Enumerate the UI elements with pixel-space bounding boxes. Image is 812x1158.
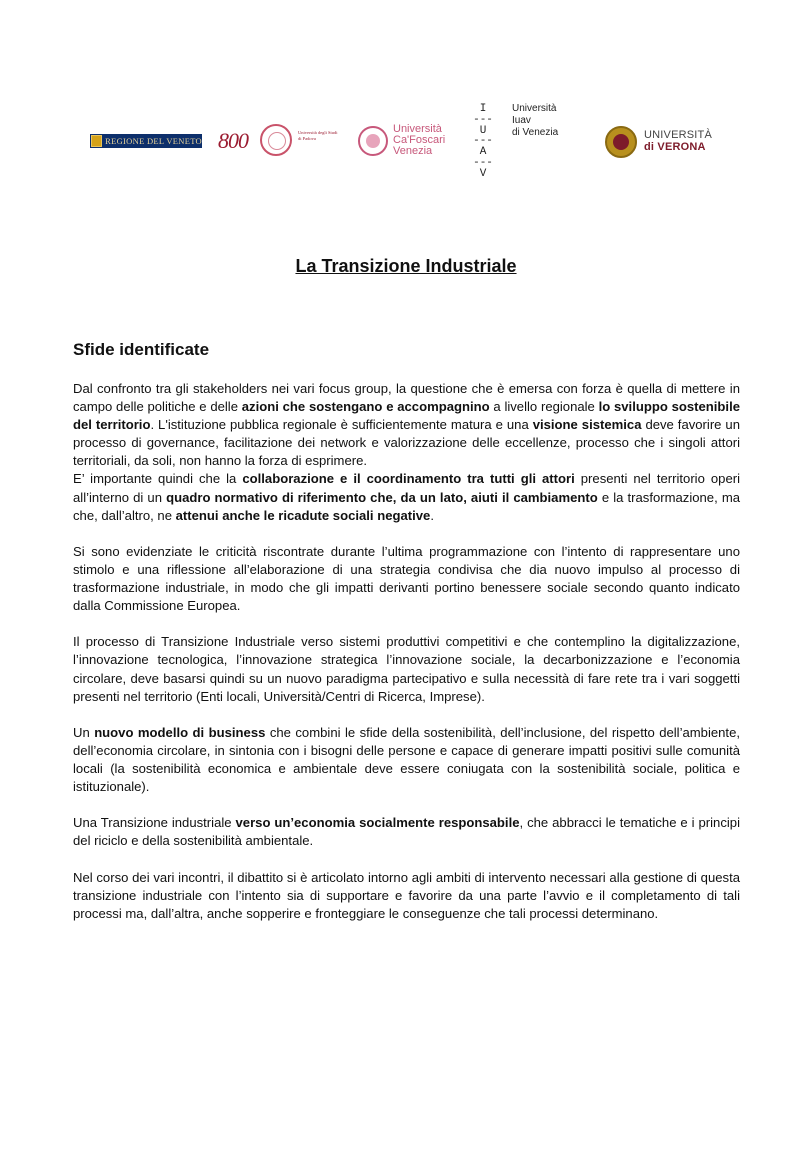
iuav-letter: U [479,124,487,137]
cafoscari-line: Venezia [393,145,433,157]
univr-name-line [644,141,712,153]
unipd-logo [218,124,338,158]
bold-text: azioni che sostengano e accompagnino [241,399,490,415]
iuav-name-line: Università Iuav [512,103,557,126]
text-run: Il processo di Transizione Industriale verso sistemi produttivi competitivi e che contemplino la digitalizzazione, l’innovazione tecnologica, l’innovazione strategica l’innovazione sociale, la decarbonizzazione e l’economia circolare, deve basarsi quindi su un nuovo paradigma partecipativo e sulla necessità di fare rete tra i vari soggetti presenti nel territorio (Enti locali, Università/Centri di Ricerca, Imprese). [73,634,740,704]
regione-veneto-logo [90,134,202,148]
iuav-letter: --- [473,135,493,148]
iuav-letter: I [479,103,487,115]
text-run: e la trasformazione, ma che, dall’altro, ne [73,489,741,523]
bold-text: nuovo modello di business [94,724,266,740]
text-run: presenti nel territorio operi all’interno di un [73,471,741,505]
cafoscari-logo [358,124,458,160]
paragraph [73,633,740,705]
iuav-name-line: di Venezia [512,127,559,138]
bold-text: visione sistemica [532,417,642,433]
cafoscari-line: Ca'Foscari [393,134,446,146]
iuav-name [512,103,578,139]
text-run: Nel corso dei vari incontri, il dibattito si è articolato intorno agli ambiti di intervento necessari alla gestione di questa transizione industriale con l’intento sia di supportare e favorire da una parte l’avvio e il completamento di tali processi ma, dall’altra, anche sopperire e fronteggiare le conseguenze che tali processi determinano. [73,869,740,921]
univr-name [644,129,712,153]
veneto-shield-icon [91,135,102,147]
iuav-vertical-mark [472,104,494,180]
document-title: La Transizione Industriale [295,256,517,276]
text-run: . [430,507,434,523]
bold-text: verso un’economia socialmente responsabile [235,815,520,831]
section-heading: Sfide identificate [73,340,210,359]
paragraph [73,869,740,923]
cafoscari-line: Università [393,123,442,135]
unipd-name: Università degli Studi di Padova [298,130,338,141]
paragraph [73,724,740,796]
unipd-800-mark: 800 [218,128,248,153]
bold-text: lo sviluppo sostenibile del territorio [73,399,740,433]
iuav-letter: --- [473,113,493,126]
text-run: Si sono evidenziate le criticità riscontrate durante l’ultima programmazione con l’intento di rappresentare uno stimolo e una riflessione all’elaborazione di una strategia condivisa che dia nuovo impulso al processo di trasformazione industriale, in modo che gli impatti derivanti portino benessere sociale secondo quanto indicato dalla Commissione Europea. [73,543,740,614]
univr-seal-icon [605,126,637,158]
text-run: Un [73,724,95,740]
bold-text: attenui anche le ricadute sociali negative [175,507,431,523]
text-run: E’ importante quindi che la [73,471,243,487]
iuav-logo [468,100,578,182]
iuav-letter: --- [473,156,493,169]
paragraph [73,380,740,470]
veneto-logo-text: REGIONE DEL VENETO [105,136,202,146]
iuav-letter: A [479,146,487,159]
logo-strip [88,100,728,190]
text-run: . L'istituzione pubblica regionale è sufficientemente matura e una [150,417,533,433]
cafoscari-seal-icon [358,126,388,156]
paragraph [73,470,740,524]
univr-name-line: UNIVERSITÀ [644,129,713,141]
text-run: a livello regionale [489,399,599,415]
bold-text: collaborazione e il coordinamento tra tutti gli attori [242,471,575,487]
univr-name-bold: di VERONA [644,141,706,153]
paragraph [73,814,740,850]
univr-logo [603,124,733,160]
text-run: , che abbracci le tematiche e i principi del riciclo e della sostenibilità ambientale. [73,815,740,849]
bold-text: quadro normativo di riferimento che, da un lato, aiuti il cambiamento [166,489,598,505]
text-run: Dal confronto tra gli stakeholders nei vari focus group, la questione che è emersa con forza è quella di mettere in campo delle politiche e delle [73,381,740,415]
unipd-seal-icon [260,124,292,156]
iuav-letter: V [479,167,487,180]
document-body [73,380,740,941]
paragraph [73,543,740,615]
text-run: che combini le sfide della sostenibilità, dell’inclusione, del rispetto dell’ambiente, dell’economia circolare, in sintonia con i bisogni delle persone e capace di generare impatti positivi sulle comunità locali (la sostenibilità economica e ambientale deve essere coniugata con la sostenibilità sociale, politica e istituzionale). [73,724,740,795]
text-run: Una Transizione industriale [73,815,236,831]
text-run: deve favorire un processo di governance, facilitazione dei network e valorizzazione delle eccellenze, processo che i singoli attori territoriali, da soli, non hanno la forza di esprimere. [73,417,740,469]
cafoscari-name [393,124,445,157]
